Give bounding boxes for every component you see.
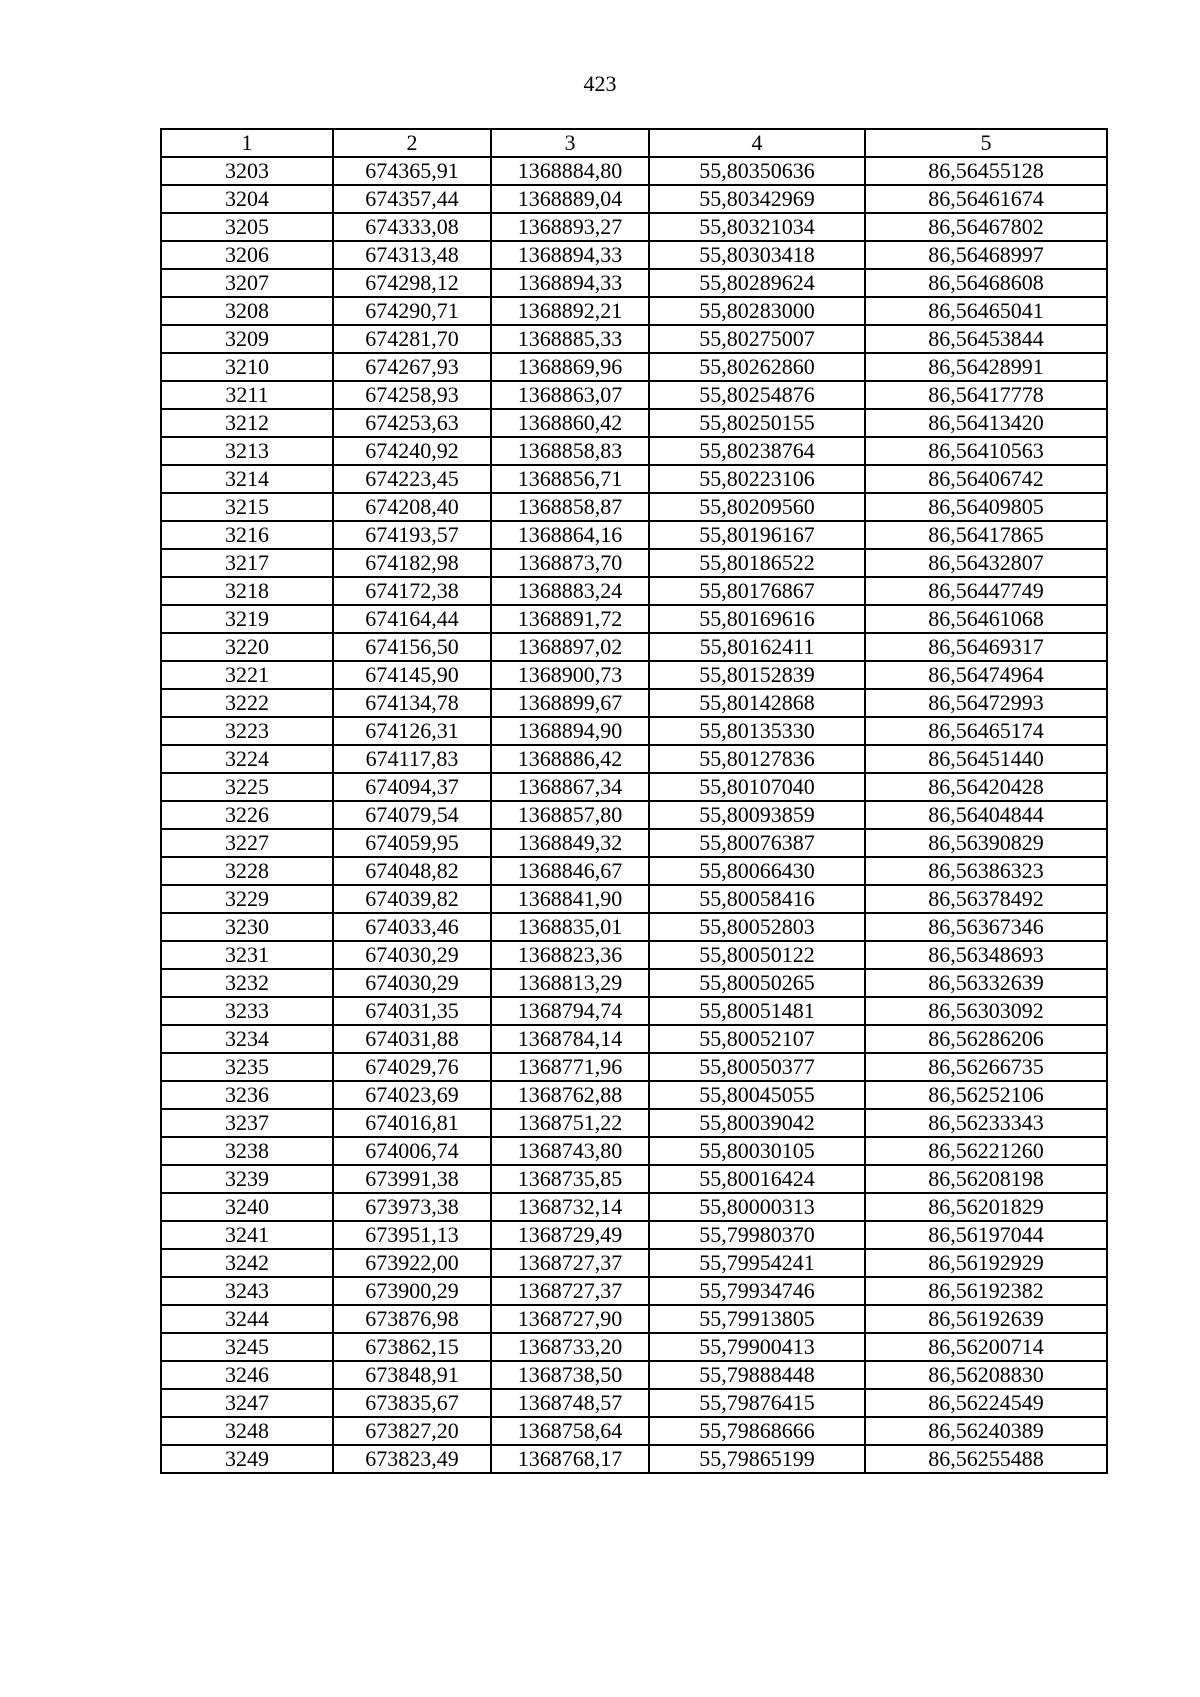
point-number-cell: 3223 [161, 717, 333, 745]
latitude-cell: 55,80050265 [649, 969, 865, 997]
table-row [161, 773, 1107, 801]
y-coordinate-cell: 1368748,57 [491, 1389, 649, 1417]
longitude-cell: 86,56208198 [865, 1165, 1107, 1193]
point-number-cell: 3239 [161, 1165, 333, 1193]
column-header: 1 [161, 129, 333, 157]
point-number-cell: 3207 [161, 269, 333, 297]
x-coordinate-cell: 674030,29 [333, 941, 491, 969]
table-row [161, 325, 1107, 353]
y-coordinate-cell: 1368743,80 [491, 1137, 649, 1165]
table-header [161, 129, 1107, 157]
table-row [161, 1053, 1107, 1081]
point-number-cell: 3235 [161, 1053, 333, 1081]
table-row [161, 185, 1107, 213]
table-row [161, 661, 1107, 689]
longitude-cell: 86,56451440 [865, 745, 1107, 773]
longitude-cell: 86,56367346 [865, 913, 1107, 941]
x-coordinate-cell: 674031,35 [333, 997, 491, 1025]
point-number-cell: 3208 [161, 297, 333, 325]
longitude-cell: 86,56197044 [865, 1221, 1107, 1249]
longitude-cell: 86,56428991 [865, 353, 1107, 381]
longitude-cell: 86,56409805 [865, 493, 1107, 521]
point-number-cell: 3216 [161, 521, 333, 549]
table-row [161, 1025, 1107, 1053]
table-row [161, 1249, 1107, 1277]
point-number-cell: 3209 [161, 325, 333, 353]
y-coordinate-cell: 1368892,21 [491, 297, 649, 325]
x-coordinate-cell: 674145,90 [333, 661, 491, 689]
point-number-cell: 3220 [161, 633, 333, 661]
table-row [161, 1305, 1107, 1333]
longitude-cell: 86,56410563 [865, 437, 1107, 465]
point-number-cell: 3243 [161, 1277, 333, 1305]
x-coordinate-cell: 674193,57 [333, 521, 491, 549]
latitude-cell: 55,80051481 [649, 997, 865, 1025]
x-coordinate-cell: 673922,00 [333, 1249, 491, 1277]
longitude-cell: 86,56221260 [865, 1137, 1107, 1165]
y-coordinate-cell: 1368900,73 [491, 661, 649, 689]
y-coordinate-cell: 1368893,27 [491, 213, 649, 241]
y-coordinate-cell: 1368894,90 [491, 717, 649, 745]
page-number: 423 [583, 71, 617, 96]
latitude-cell: 55,79868666 [649, 1417, 865, 1445]
x-coordinate-cell: 673991,38 [333, 1165, 491, 1193]
y-coordinate-cell: 1368727,90 [491, 1305, 649, 1333]
latitude-cell: 55,80254876 [649, 381, 865, 409]
point-number-cell: 3237 [161, 1109, 333, 1137]
y-coordinate-cell: 1368738,50 [491, 1361, 649, 1389]
y-coordinate-cell: 1368899,67 [491, 689, 649, 717]
point-number-cell: 3211 [161, 381, 333, 409]
longitude-cell: 86,56390829 [865, 829, 1107, 857]
latitude-cell: 55,80152839 [649, 661, 865, 689]
point-number-cell: 3236 [161, 1081, 333, 1109]
column-header: 3 [491, 129, 649, 157]
table-row [161, 1193, 1107, 1221]
longitude-cell: 86,56465174 [865, 717, 1107, 745]
longitude-cell: 86,56417778 [865, 381, 1107, 409]
x-coordinate-cell: 674281,70 [333, 325, 491, 353]
latitude-cell: 55,80262860 [649, 353, 865, 381]
latitude-cell: 55,80107040 [649, 773, 865, 801]
y-coordinate-cell: 1368869,96 [491, 353, 649, 381]
x-coordinate-cell: 673823,49 [333, 1445, 491, 1473]
table-row [161, 689, 1107, 717]
y-coordinate-cell: 1368846,67 [491, 857, 649, 885]
table-row [161, 1445, 1107, 1473]
point-number-cell: 3229 [161, 885, 333, 913]
longitude-cell: 86,56468997 [865, 241, 1107, 269]
x-coordinate-cell: 674006,74 [333, 1137, 491, 1165]
point-number-cell: 3242 [161, 1249, 333, 1277]
latitude-cell: 55,80186522 [649, 549, 865, 577]
x-coordinate-cell: 674267,93 [333, 353, 491, 381]
latitude-cell: 55,80135330 [649, 717, 865, 745]
y-coordinate-cell: 1368891,72 [491, 605, 649, 633]
x-coordinate-cell: 674029,76 [333, 1053, 491, 1081]
latitude-cell: 55,80142868 [649, 689, 865, 717]
x-coordinate-cell: 674290,71 [333, 297, 491, 325]
point-number-cell: 3244 [161, 1305, 333, 1333]
table-row [161, 157, 1107, 185]
table-row [161, 941, 1107, 969]
x-coordinate-cell: 674365,91 [333, 157, 491, 185]
point-number-cell: 3206 [161, 241, 333, 269]
y-coordinate-cell: 1368864,16 [491, 521, 649, 549]
longitude-cell: 86,56192929 [865, 1249, 1107, 1277]
column-header: 5 [865, 129, 1107, 157]
point-number-cell: 3219 [161, 605, 333, 633]
longitude-cell: 86,56255488 [865, 1445, 1107, 1473]
latitude-cell: 55,79934746 [649, 1277, 865, 1305]
x-coordinate-cell: 673900,29 [333, 1277, 491, 1305]
latitude-cell: 55,79900413 [649, 1333, 865, 1361]
table-row [161, 969, 1107, 997]
longitude-cell: 86,56303092 [865, 997, 1107, 1025]
latitude-cell: 55,80050377 [649, 1053, 865, 1081]
x-coordinate-cell: 673848,91 [333, 1361, 491, 1389]
longitude-cell: 86,56348693 [865, 941, 1107, 969]
latitude-cell: 55,80209560 [649, 493, 865, 521]
table-row [161, 913, 1107, 941]
latitude-cell: 55,80127836 [649, 745, 865, 773]
latitude-cell: 55,80030105 [649, 1137, 865, 1165]
y-coordinate-cell: 1368849,32 [491, 829, 649, 857]
point-number-cell: 3233 [161, 997, 333, 1025]
x-coordinate-cell: 673835,67 [333, 1389, 491, 1417]
latitude-cell: 55,80016424 [649, 1165, 865, 1193]
latitude-cell: 55,79980370 [649, 1221, 865, 1249]
y-coordinate-cell: 1368762,88 [491, 1081, 649, 1109]
y-coordinate-cell: 1368751,22 [491, 1109, 649, 1137]
y-coordinate-cell: 1368735,85 [491, 1165, 649, 1193]
table-row [161, 717, 1107, 745]
latitude-cell: 55,80066430 [649, 857, 865, 885]
point-number-cell: 3213 [161, 437, 333, 465]
table-row [161, 241, 1107, 269]
point-number-cell: 3214 [161, 465, 333, 493]
y-coordinate-cell: 1368886,42 [491, 745, 649, 773]
y-coordinate-cell: 1368768,17 [491, 1445, 649, 1473]
table-row [161, 577, 1107, 605]
latitude-cell: 55,80058416 [649, 885, 865, 913]
y-coordinate-cell: 1368794,74 [491, 997, 649, 1025]
table-row [161, 829, 1107, 857]
point-number-cell: 3221 [161, 661, 333, 689]
latitude-cell: 55,79876415 [649, 1389, 865, 1417]
y-coordinate-cell: 1368733,20 [491, 1333, 649, 1361]
x-coordinate-cell: 674117,83 [333, 745, 491, 773]
table-row [161, 353, 1107, 381]
longitude-cell: 86,56472993 [865, 689, 1107, 717]
longitude-cell: 86,56192639 [865, 1305, 1107, 1333]
column-header: 2 [333, 129, 491, 157]
latitude-cell: 55,80176867 [649, 577, 865, 605]
point-number-cell: 3227 [161, 829, 333, 857]
y-coordinate-cell: 1368897,02 [491, 633, 649, 661]
longitude-cell: 86,56455128 [865, 157, 1107, 185]
y-coordinate-cell: 1368823,36 [491, 941, 649, 969]
point-number-cell: 3248 [161, 1417, 333, 1445]
latitude-cell: 55,80250155 [649, 409, 865, 437]
y-coordinate-cell: 1368856,71 [491, 465, 649, 493]
table-row [161, 381, 1107, 409]
x-coordinate-cell: 674208,40 [333, 493, 491, 521]
table-row [161, 465, 1107, 493]
latitude-cell: 55,80196167 [649, 521, 865, 549]
longitude-cell: 86,56266735 [865, 1053, 1107, 1081]
longitude-cell: 86,56252106 [865, 1081, 1107, 1109]
longitude-cell: 86,56468608 [865, 269, 1107, 297]
latitude-cell: 55,80039042 [649, 1109, 865, 1137]
latitude-cell: 55,80283000 [649, 297, 865, 325]
longitude-cell: 86,56224549 [865, 1389, 1107, 1417]
point-number-cell: 3204 [161, 185, 333, 213]
table-row [161, 633, 1107, 661]
y-coordinate-cell: 1368884,80 [491, 157, 649, 185]
table-row [161, 297, 1107, 325]
latitude-cell: 55,80052107 [649, 1025, 865, 1053]
longitude-cell: 86,56200714 [865, 1333, 1107, 1361]
x-coordinate-cell: 674126,31 [333, 717, 491, 745]
x-coordinate-cell: 674333,08 [333, 213, 491, 241]
table-row [161, 213, 1107, 241]
point-number-cell: 3228 [161, 857, 333, 885]
latitude-cell: 55,80342969 [649, 185, 865, 213]
y-coordinate-cell: 1368873,70 [491, 549, 649, 577]
point-number-cell: 3249 [161, 1445, 333, 1473]
x-coordinate-cell: 674039,82 [333, 885, 491, 913]
latitude-cell: 55,80052803 [649, 913, 865, 941]
y-coordinate-cell: 1368894,33 [491, 241, 649, 269]
x-coordinate-cell: 674079,54 [333, 801, 491, 829]
y-coordinate-cell: 1368727,37 [491, 1277, 649, 1305]
point-number-cell: 3217 [161, 549, 333, 577]
x-coordinate-cell: 674182,98 [333, 549, 491, 577]
x-coordinate-cell: 673876,98 [333, 1305, 491, 1333]
point-number-cell: 3226 [161, 801, 333, 829]
x-coordinate-cell: 674059,95 [333, 829, 491, 857]
latitude-cell: 55,80045055 [649, 1081, 865, 1109]
y-coordinate-cell: 1368835,01 [491, 913, 649, 941]
y-coordinate-cell: 1368894,33 [491, 269, 649, 297]
table-row [161, 1109, 1107, 1137]
longitude-cell: 86,56413420 [865, 409, 1107, 437]
x-coordinate-cell: 673951,13 [333, 1221, 491, 1249]
x-coordinate-cell: 673973,38 [333, 1193, 491, 1221]
x-coordinate-cell: 674357,44 [333, 185, 491, 213]
x-coordinate-cell: 674172,38 [333, 577, 491, 605]
table-row [161, 1361, 1107, 1389]
longitude-cell: 86,56432807 [865, 549, 1107, 577]
point-number-cell: 3210 [161, 353, 333, 381]
longitude-cell: 86,56208830 [865, 1361, 1107, 1389]
point-number-cell: 3212 [161, 409, 333, 437]
latitude-cell: 55,80162411 [649, 633, 865, 661]
point-number-cell: 3247 [161, 1389, 333, 1417]
y-coordinate-cell: 1368729,49 [491, 1221, 649, 1249]
x-coordinate-cell: 674030,29 [333, 969, 491, 997]
latitude-cell: 55,79954241 [649, 1249, 865, 1277]
y-coordinate-cell: 1368858,83 [491, 437, 649, 465]
x-coordinate-cell: 674134,78 [333, 689, 491, 717]
latitude-cell: 55,80050122 [649, 941, 865, 969]
table-row [161, 1081, 1107, 1109]
latitude-cell: 55,80275007 [649, 325, 865, 353]
longitude-cell: 86,56420428 [865, 773, 1107, 801]
latitude-cell: 55,80223106 [649, 465, 865, 493]
point-number-cell: 3232 [161, 969, 333, 997]
point-number-cell: 3245 [161, 1333, 333, 1361]
x-coordinate-cell: 674258,93 [333, 381, 491, 409]
point-number-cell: 3203 [161, 157, 333, 185]
point-number-cell: 3218 [161, 577, 333, 605]
y-coordinate-cell: 1368784,14 [491, 1025, 649, 1053]
longitude-cell: 86,56417865 [865, 521, 1107, 549]
y-coordinate-cell: 1368732,14 [491, 1193, 649, 1221]
longitude-cell: 86,56447749 [865, 577, 1107, 605]
x-coordinate-cell: 674033,46 [333, 913, 491, 941]
point-number-cell: 3238 [161, 1137, 333, 1165]
x-coordinate-cell: 674253,63 [333, 409, 491, 437]
coordinates-table [160, 128, 1108, 1474]
x-coordinate-cell: 674298,12 [333, 269, 491, 297]
y-coordinate-cell: 1368841,90 [491, 885, 649, 913]
table-row [161, 269, 1107, 297]
point-number-cell: 3230 [161, 913, 333, 941]
latitude-cell: 55,80076387 [649, 829, 865, 857]
latitude-cell: 55,79913805 [649, 1305, 865, 1333]
table-row [161, 885, 1107, 913]
longitude-cell: 86,56192382 [865, 1277, 1107, 1305]
longitude-cell: 86,56286206 [865, 1025, 1107, 1053]
table-row [161, 605, 1107, 633]
table-row [161, 409, 1107, 437]
table-row [161, 437, 1107, 465]
latitude-cell: 55,80238764 [649, 437, 865, 465]
longitude-cell: 86,56233343 [865, 1109, 1107, 1137]
table-row [161, 857, 1107, 885]
longitude-cell: 86,56469317 [865, 633, 1107, 661]
y-coordinate-cell: 1368727,37 [491, 1249, 649, 1277]
latitude-cell: 55,79865199 [649, 1445, 865, 1473]
y-coordinate-cell: 1368883,24 [491, 577, 649, 605]
latitude-cell: 55,79888448 [649, 1361, 865, 1389]
table-row [161, 1333, 1107, 1361]
x-coordinate-cell: 673827,20 [333, 1417, 491, 1445]
longitude-cell: 86,56201829 [865, 1193, 1107, 1221]
longitude-cell: 86,56461674 [865, 185, 1107, 213]
table-row [161, 1221, 1107, 1249]
point-number-cell: 3231 [161, 941, 333, 969]
header-row [161, 129, 1107, 157]
longitude-cell: 86,56240389 [865, 1417, 1107, 1445]
y-coordinate-cell: 1368857,80 [491, 801, 649, 829]
longitude-cell: 86,56378492 [865, 885, 1107, 913]
x-coordinate-cell: 674023,69 [333, 1081, 491, 1109]
table-body [161, 157, 1107, 1473]
table-row [161, 549, 1107, 577]
longitude-cell: 86,56332639 [865, 969, 1107, 997]
y-coordinate-cell: 1368863,07 [491, 381, 649, 409]
longitude-cell: 86,56406742 [865, 465, 1107, 493]
table-row [161, 521, 1107, 549]
longitude-cell: 86,56474964 [865, 661, 1107, 689]
point-number-cell: 3225 [161, 773, 333, 801]
point-number-cell: 3224 [161, 745, 333, 773]
point-number-cell: 3222 [161, 689, 333, 717]
table-row [161, 801, 1107, 829]
longitude-cell: 86,56404844 [865, 801, 1107, 829]
latitude-cell: 55,80000313 [649, 1193, 865, 1221]
y-coordinate-cell: 1368771,96 [491, 1053, 649, 1081]
latitude-cell: 55,80321034 [649, 213, 865, 241]
x-coordinate-cell: 674031,88 [333, 1025, 491, 1053]
longitude-cell: 86,56465041 [865, 297, 1107, 325]
table-row [161, 1277, 1107, 1305]
point-number-cell: 3241 [161, 1221, 333, 1249]
point-number-cell: 3246 [161, 1361, 333, 1389]
point-number-cell: 3234 [161, 1025, 333, 1053]
column-header: 4 [649, 129, 865, 157]
x-coordinate-cell: 674048,82 [333, 857, 491, 885]
longitude-cell: 86,56386323 [865, 857, 1107, 885]
latitude-cell: 55,80093859 [649, 801, 865, 829]
y-coordinate-cell: 1368885,33 [491, 325, 649, 353]
point-number-cell: 3240 [161, 1193, 333, 1221]
table-row [161, 493, 1107, 521]
x-coordinate-cell: 674223,45 [333, 465, 491, 493]
point-number-cell: 3215 [161, 493, 333, 521]
latitude-cell: 55,80303418 [649, 241, 865, 269]
latitude-cell: 55,80289624 [649, 269, 865, 297]
y-coordinate-cell: 1368758,64 [491, 1417, 649, 1445]
y-coordinate-cell: 1368813,29 [491, 969, 649, 997]
x-coordinate-cell: 674240,92 [333, 437, 491, 465]
table-row [161, 1137, 1107, 1165]
table-row [161, 1165, 1107, 1193]
table-row [161, 1417, 1107, 1445]
y-coordinate-cell: 1368889,04 [491, 185, 649, 213]
longitude-cell: 86,56461068 [865, 605, 1107, 633]
table-row [161, 997, 1107, 1025]
x-coordinate-cell: 674313,48 [333, 241, 491, 269]
table-row [161, 745, 1107, 773]
x-coordinate-cell: 674094,37 [333, 773, 491, 801]
point-number-cell: 3205 [161, 213, 333, 241]
table-row [161, 1389, 1107, 1417]
x-coordinate-cell: 674164,44 [333, 605, 491, 633]
longitude-cell: 86,56467802 [865, 213, 1107, 241]
x-coordinate-cell: 673862,15 [333, 1333, 491, 1361]
x-coordinate-cell: 674156,50 [333, 633, 491, 661]
x-coordinate-cell: 674016,81 [333, 1109, 491, 1137]
y-coordinate-cell: 1368858,87 [491, 493, 649, 521]
latitude-cell: 55,80350636 [649, 157, 865, 185]
y-coordinate-cell: 1368860,42 [491, 409, 649, 437]
y-coordinate-cell: 1368867,34 [491, 773, 649, 801]
longitude-cell: 86,56453844 [865, 325, 1107, 353]
latitude-cell: 55,80169616 [649, 605, 865, 633]
